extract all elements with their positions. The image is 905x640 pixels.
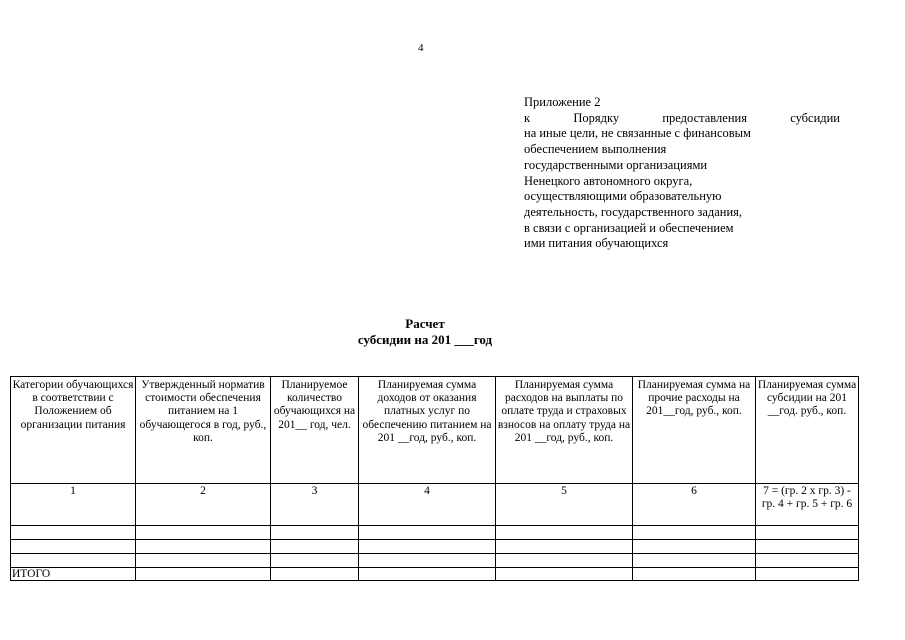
page-number: 4 (418, 42, 424, 54)
column-number-cell: 1 (11, 484, 136, 526)
table-cell (11, 526, 136, 540)
appendix-line: осуществляющими образовательную (524, 189, 722, 204)
column-number-cell-formula: 7 = (гр. 2 х гр. 3) - гр. 4 + гр. 5 + гр. 6 (756, 484, 859, 526)
table-cell (633, 554, 756, 568)
calculation-table (10, 376, 859, 581)
column-number-cell: 4 (359, 484, 496, 526)
appendix-line: государственными организациями (524, 157, 708, 172)
table-cell (756, 526, 859, 540)
table-cell (136, 554, 271, 568)
header-cell-students-count: Планируемое количество обучающихся на 201__ год, чел. (271, 377, 359, 484)
appendix-line: деятельность, государственного задания, (524, 204, 743, 219)
table-cell (633, 568, 756, 581)
table-cell (359, 540, 496, 554)
table-cell (136, 568, 271, 581)
header-cell-subsidy: Планируемая сумма субсидии на 201 __год. руб., коп. (756, 377, 859, 484)
document-title (300, 316, 550, 348)
table-cell (271, 568, 359, 581)
total-row (11, 568, 859, 581)
column-number-cell: 5 (496, 484, 633, 526)
column-number-cell: 2 (136, 484, 271, 526)
table-cell (271, 540, 359, 554)
appendix-line-justified (524, 111, 840, 127)
table-cell (271, 526, 359, 540)
title-line-1: Расчет (405, 316, 445, 331)
table-cell (496, 526, 633, 540)
appendix-line: Приложение 2 (524, 95, 601, 109)
header-cell-categories: Категории обучающихся в соответствии с Положением об организации питания (11, 377, 136, 484)
header-row (11, 377, 859, 484)
table-cell (359, 554, 496, 568)
header-cell-other-expenses: Планируемая сумма на прочие расходы на 201__год, руб., коп. (633, 377, 756, 484)
appendix-word: Порядку (573, 110, 620, 125)
header-cell-norm: Утвержденный норматив стоимости обеспечения питанием на 1 обучающегося в год, руб., коп. (136, 377, 271, 484)
appendix-word: предоставления (662, 110, 747, 125)
table-cell (11, 554, 136, 568)
appendix-line: ими питания обучающихся (524, 236, 669, 251)
table-row-empty (11, 526, 859, 540)
table-cell (359, 568, 496, 581)
table-row-empty (11, 554, 859, 568)
appendix-line: Ненецкого автономного округа, (524, 173, 693, 188)
appendix-line: обеспечением выполнения (524, 142, 667, 157)
column-number-row (11, 484, 859, 526)
column-number-cell: 6 (633, 484, 756, 526)
table-cell (633, 526, 756, 540)
table-cell (359, 526, 496, 540)
appendix-line: в связи с организацией и обеспечением (524, 220, 734, 235)
appendix-word: к (524, 110, 531, 125)
table-cell (136, 526, 271, 540)
appendix-note (524, 95, 840, 252)
appendix-word: субсидии (790, 110, 840, 125)
table-row-empty (11, 540, 859, 554)
header-cell-labor-expenses: Планируемая сумма расходов на выплаты по оплате труда и страховых взносов на оплату труда на 201 __год, руб., коп. (496, 377, 633, 484)
table-cell (756, 554, 859, 568)
table-cell (496, 568, 633, 581)
table-cell (756, 540, 859, 554)
table-cell (136, 540, 271, 554)
total-label: ИТОГО (11, 568, 136, 581)
table-cell (11, 540, 136, 554)
header-cell-income: Планируемая сумма доходов от оказания платных услуг по обеспечению питанием на 201 __год, руб., коп. (359, 377, 496, 484)
table-cell (756, 568, 859, 581)
table-cell (271, 554, 359, 568)
title-line-2: субсидии на 201 ___год (357, 332, 493, 347)
table-cell (633, 540, 756, 554)
table-cell (496, 554, 633, 568)
column-number-cell: 3 (271, 484, 359, 526)
table-cell (496, 540, 633, 554)
appendix-line: на иные цели, не связанные с финансовым (524, 126, 751, 141)
